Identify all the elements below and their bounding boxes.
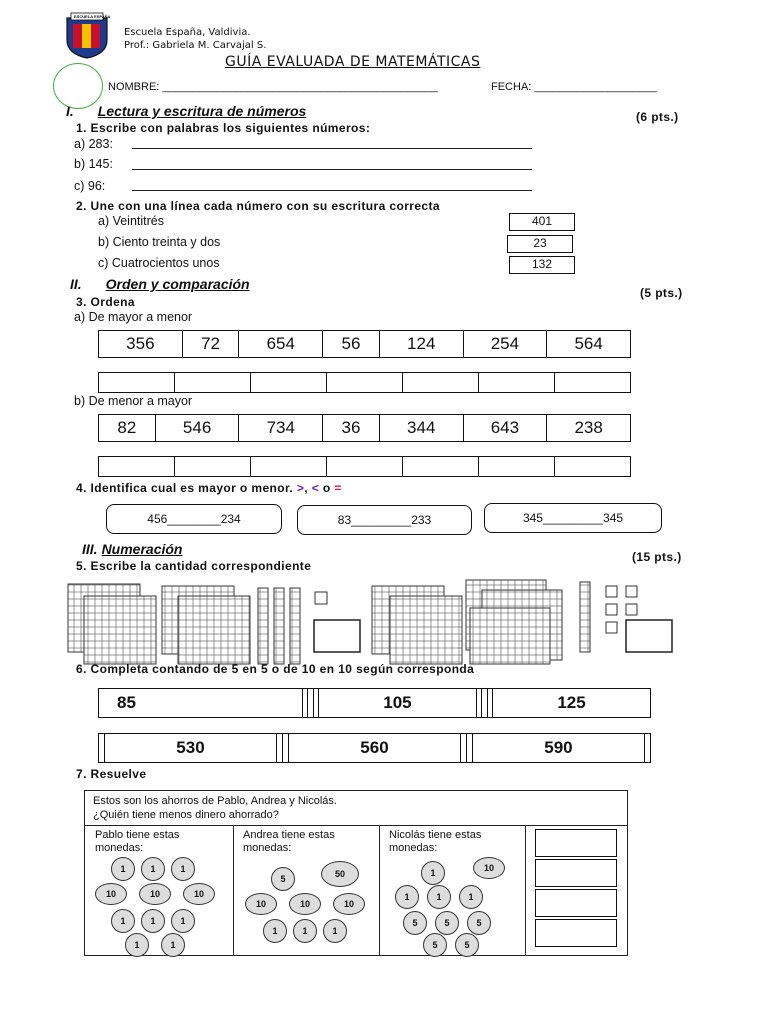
col-divider-1 bbox=[233, 825, 234, 955]
problem-line-1: Estos son los ahorros de Pablo, Andrea y Nicolás. bbox=[93, 795, 337, 807]
q4-lt: < bbox=[311, 481, 320, 495]
order-b-answer-cell[interactable] bbox=[403, 457, 479, 477]
order-a-cell: 72 bbox=[182, 331, 239, 358]
order-row-a-answers bbox=[98, 372, 631, 393]
problem-divider bbox=[85, 825, 627, 826]
coin-10-icon: 10 bbox=[95, 883, 127, 905]
order-row-b-numbers bbox=[98, 414, 631, 442]
order-b-cell: 734 bbox=[239, 415, 323, 442]
coin-1-icon: 1 bbox=[293, 919, 317, 943]
order-a-answer-cell[interactable] bbox=[327, 373, 403, 393]
coin-1-icon: 1 bbox=[171, 909, 195, 933]
coin-1-icon: 1 bbox=[141, 909, 165, 933]
coin-1-icon: 1 bbox=[323, 919, 347, 943]
order-b-answer-cell[interactable] bbox=[555, 457, 631, 477]
q1-answer-line-b[interactable] bbox=[132, 169, 532, 170]
order-a-cell: 254 bbox=[463, 331, 547, 358]
sequence-row-2 bbox=[98, 733, 651, 763]
coins-label: monedas: bbox=[389, 842, 438, 854]
school-logo bbox=[62, 10, 112, 60]
section1-roman: I. bbox=[66, 103, 74, 119]
q4-gt: > bbox=[296, 481, 305, 495]
section2-heading: Orden y comparación bbox=[105, 276, 250, 292]
pablo-label bbox=[95, 829, 179, 855]
coin-10-icon: 10 bbox=[183, 883, 215, 905]
section1-heading: Lectura y escritura de números bbox=[97, 103, 307, 119]
comparison-box-2[interactable]: 83_________233 bbox=[297, 505, 472, 535]
coin-10-icon: 10 bbox=[245, 893, 277, 915]
andrea-label bbox=[243, 829, 335, 855]
q7-text: 7. Resuelve bbox=[76, 767, 147, 781]
order-a-answer-cell[interactable] bbox=[99, 373, 175, 393]
order-a-answer-cell[interactable] bbox=[175, 373, 251, 393]
answer-box-2[interactable] bbox=[535, 859, 617, 887]
q1-text: 1. Escribe con palabras los siguientes números: bbox=[76, 121, 371, 135]
sequence-row-1 bbox=[98, 688, 651, 718]
section3-heading: Numeración bbox=[101, 541, 183, 557]
q2-item-c: c) Cuatrocientos unos bbox=[98, 256, 220, 270]
section1-points: (6 pts.) bbox=[636, 110, 679, 124]
q4-eq: = bbox=[334, 481, 342, 495]
q4-sep: , bbox=[304, 481, 312, 495]
seq2-cell[interactable]: 590 bbox=[472, 734, 644, 763]
coin-1-icon: 1 bbox=[421, 861, 445, 885]
coin-10-icon: 10 bbox=[473, 857, 505, 879]
q1-item-b: b) 145: bbox=[74, 157, 113, 171]
name-field[interactable]: NOMBRE: _____________________________________________ bbox=[108, 81, 438, 93]
section2-roman: II. bbox=[70, 276, 82, 292]
order-row-b-answers bbox=[98, 456, 631, 477]
q1-answer-line-c[interactable] bbox=[132, 190, 532, 191]
order-b-answer-cell[interactable] bbox=[251, 457, 327, 477]
section2-points: (5 pts.) bbox=[640, 286, 683, 300]
seq1-cell[interactable]: 85 bbox=[99, 689, 303, 718]
q4-text bbox=[76, 481, 342, 495]
order-a-answer-cell[interactable] bbox=[251, 373, 327, 393]
coin-1-icon: 1 bbox=[125, 933, 149, 957]
problem-line-2: ¿Quién tiene menos dinero ahorrado? bbox=[93, 809, 279, 821]
q3-text: 3. Ordena bbox=[76, 295, 135, 309]
coin-1-icon: 1 bbox=[141, 857, 165, 881]
order-b-cell: 238 bbox=[547, 415, 631, 442]
seq1-cell[interactable]: 125 bbox=[493, 689, 651, 718]
q3b-text: b) De menor a mayor bbox=[74, 394, 193, 408]
coin-5-icon: 5 bbox=[435, 911, 459, 935]
comparison-box-1[interactable]: 456________234 bbox=[106, 504, 282, 534]
answer-box-4[interactable] bbox=[535, 919, 617, 947]
order-b-cell: 82 bbox=[99, 415, 156, 442]
order-a-answer-cell[interactable] bbox=[555, 373, 631, 393]
q6-text: 6. Completa contando de 5 en 5 o de 10 en 10 según corresponda bbox=[76, 662, 475, 676]
answer-box-1[interactable] bbox=[535, 829, 617, 857]
section3-points: (15 pts.) bbox=[632, 550, 682, 564]
coin-1-icon: 1 bbox=[459, 885, 483, 909]
coin-1-icon: 1 bbox=[171, 857, 195, 881]
q5-text: 5. Escribe la cantidad correspondiente bbox=[76, 559, 312, 573]
order-b-cell: 36 bbox=[323, 415, 380, 442]
coin-1-icon: 1 bbox=[395, 885, 419, 909]
coin-50-icon: 50 bbox=[321, 861, 359, 887]
q2-answer-box-2[interactable]: 23 bbox=[507, 235, 573, 253]
order-a-cell: 56 bbox=[323, 331, 380, 358]
order-b-answer-cell[interactable] bbox=[99, 457, 175, 477]
order-b-cell: 643 bbox=[463, 415, 547, 442]
answer-box-3[interactable] bbox=[535, 889, 617, 917]
q4-o: o bbox=[319, 481, 335, 495]
seq2-cell[interactable] bbox=[645, 734, 651, 763]
seq2-cell[interactable]: 530 bbox=[104, 734, 276, 763]
order-b-answer-cell[interactable] bbox=[327, 457, 403, 477]
teacher-name: Prof.: Gabriela M. Carvajal S. bbox=[124, 40, 267, 51]
q4-prefix: 4. Identifica cual es mayor o menor. bbox=[76, 481, 297, 495]
q2-item-a: a) Veintitrés bbox=[98, 214, 165, 228]
logo-text: ESCUELA ESPAÑA bbox=[74, 14, 111, 19]
order-b-answer-cell[interactable] bbox=[175, 457, 251, 477]
comparison-box-3[interactable]: 345_________345 bbox=[484, 503, 662, 533]
section3-roman: III. bbox=[82, 541, 98, 557]
pablo-line: Pablo tiene estas bbox=[95, 829, 180, 841]
school-name: Escuela España, Valdivia. bbox=[124, 27, 251, 38]
order-a-cell: 356 bbox=[99, 331, 183, 358]
coin-10-icon: 10 bbox=[289, 893, 321, 915]
seq1-cell[interactable]: 105 bbox=[319, 689, 477, 718]
order-b-answer-cell[interactable] bbox=[479, 457, 555, 477]
andrea-line: Andrea tiene estas bbox=[243, 829, 335, 841]
nicolas-line: Nicolás tiene estas bbox=[389, 829, 482, 841]
coin-5-icon: 5 bbox=[423, 933, 447, 957]
q2-text: 2. Une con una línea cada número con su escritura correcta bbox=[76, 199, 440, 213]
coin-5-icon: 5 bbox=[271, 867, 295, 891]
coin-5-icon: 5 bbox=[467, 911, 491, 935]
coin-5-icon: 5 bbox=[403, 911, 427, 935]
coin-1-icon: 1 bbox=[427, 885, 451, 909]
coin-10-icon: 10 bbox=[333, 893, 365, 915]
q2-answer-box-1[interactable]: 401 bbox=[509, 213, 575, 231]
order-a-cell: 124 bbox=[379, 331, 463, 358]
col-divider-3 bbox=[525, 825, 526, 955]
coin-5-icon: 5 bbox=[455, 933, 479, 957]
q3a-text: a) De mayor a menor bbox=[74, 310, 193, 324]
order-b-cell: 344 bbox=[379, 415, 463, 442]
coin-10-icon: 10 bbox=[139, 883, 171, 905]
coin-1-icon: 1 bbox=[161, 933, 185, 957]
coins-label: monedas: bbox=[243, 842, 292, 854]
section3-title bbox=[60, 541, 182, 557]
date-field[interactable]: FECHA: ____________________ bbox=[491, 81, 657, 93]
section2-title bbox=[70, 276, 250, 292]
q2-answer-box-3[interactable]: 132 bbox=[509, 256, 575, 274]
coin-1-icon: 1 bbox=[111, 909, 135, 933]
q1-answer-line-a[interactable] bbox=[132, 148, 532, 149]
section1-title bbox=[66, 103, 306, 119]
coins-label: monedas: bbox=[95, 842, 144, 854]
q2-item-b: b) Ciento treinta y dos bbox=[98, 235, 221, 249]
coin-1-icon: 1 bbox=[263, 919, 287, 943]
problem-box bbox=[84, 790, 628, 956]
seq2-cell[interactable]: 560 bbox=[288, 734, 460, 763]
order-a-answer-cell[interactable] bbox=[403, 373, 479, 393]
q1-item-a: a) 283: bbox=[74, 137, 113, 151]
order-row-a-numbers bbox=[98, 330, 631, 358]
q1-item-c: c) 96: bbox=[74, 179, 106, 193]
order-b-cell: 546 bbox=[155, 415, 239, 442]
order-a-answer-cell[interactable] bbox=[479, 373, 555, 393]
nicolas-label bbox=[389, 829, 481, 855]
order-a-cell: 654 bbox=[239, 331, 323, 358]
base-ten-blocks-image bbox=[60, 578, 680, 668]
order-a-cell: 564 bbox=[547, 331, 631, 358]
col-divider-2 bbox=[379, 825, 380, 955]
coin-1-icon: 1 bbox=[111, 857, 135, 881]
page-title: GUÍA EVALUADA DE MATEMÁTICAS bbox=[225, 54, 481, 70]
